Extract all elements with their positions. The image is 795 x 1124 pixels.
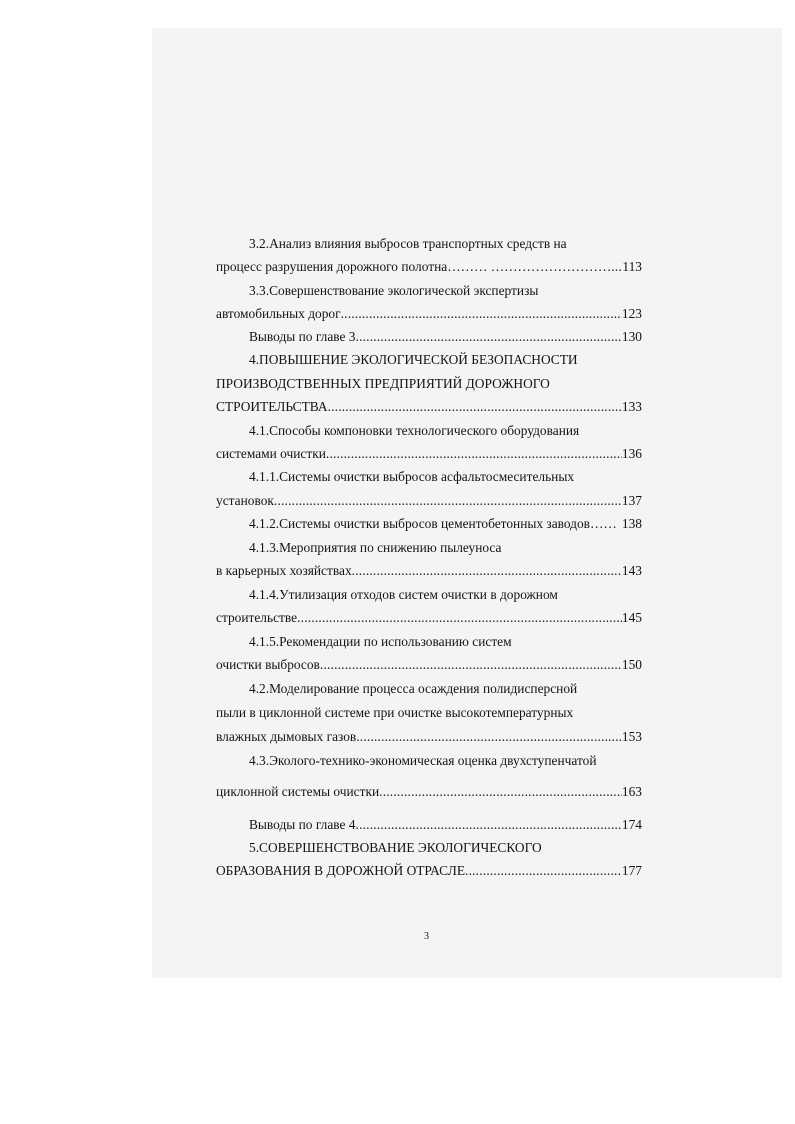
toc-entry-page: 136	[621, 446, 642, 461]
toc-entry-page: 113	[622, 259, 642, 274]
toc-entry-4-1-3-line1	[249, 540, 642, 556]
toc-entry-title-continued: СТРОИТЕЛЬСТВА	[216, 399, 328, 414]
toc-entry-4-1-1-line1	[249, 469, 642, 485]
toc-entry-4-1-5-line1	[249, 634, 642, 650]
toc-entry-conclusions-4	[249, 817, 642, 833]
toc-entry-4-2-line1	[249, 681, 642, 697]
toc-entry-4-3-line1	[249, 753, 642, 769]
toc-entry-title-continued: влажных дымовых газов	[216, 729, 357, 744]
toc-entry-3-3-line1	[249, 283, 642, 299]
toc-entry-page: 177	[621, 863, 642, 878]
toc-entry-title: 4.1.Способы компоновки технологического оборудования	[249, 423, 580, 438]
toc-entry-title-continued: циклонной системы очистки	[216, 784, 380, 799]
toc-entry-title: 4.3.Эколого-технико-экономическая оценка двухступенчатой	[249, 753, 597, 768]
toc-chapter-5-line1	[249, 840, 642, 856]
toc-entry-3-3-line2	[216, 306, 642, 322]
toc-entry-title: 3.2.Анализ влияния выбросов транспортных средств на	[249, 236, 567, 251]
toc-entry-page: 153	[621, 729, 642, 744]
toc-entry-page: 133	[621, 399, 642, 414]
toc-entry-title: 5.СОВЕРШЕНСТВОВАНИЕ ЭКОЛОГИЧЕСКОГО	[249, 840, 542, 855]
dot-leader	[326, 446, 622, 462]
toc-entry-4-1-2	[249, 516, 642, 532]
toc-entry-title: 4.1.4.Утилизация отходов систем очистки в дорожном	[249, 587, 558, 602]
toc-entry-title: 3.3.Совершенствование экологической экспертизы	[249, 283, 539, 298]
toc-chapter-4-line2	[216, 376, 642, 392]
toc-entry-title: 4.2.Моделирование процесса осаждения полидисперсной	[249, 681, 578, 696]
toc-entry-3-2-line2	[216, 259, 642, 275]
toc-entry-4-1-3-line2	[216, 563, 642, 579]
toc-entry-page: 137	[621, 493, 642, 508]
toc-entry-title: 4.1.5.Рекомендации по использованию систем	[249, 634, 512, 649]
page-number: 3	[424, 931, 429, 942]
dot-leader	[297, 610, 622, 626]
dot-leader	[328, 399, 622, 415]
toc-entry-title-continued: очистки выбросов	[216, 657, 320, 672]
toc-entry-page: 163	[621, 784, 642, 799]
dot-leader	[611, 259, 622, 275]
toc-entry-title-continued: пыли в циклонной системе при очистке высокотемпературных	[216, 705, 574, 720]
dot-leader	[341, 306, 622, 322]
toc-chapter-4-line1	[249, 352, 642, 368]
toc-chapter-4-line3	[216, 399, 642, 415]
toc-entry-title-continued: ОБРАЗОВАНИЯ В ДОРОЖНОЙ ОТРАСЛЕ	[216, 863, 466, 878]
toc-entry-4-2-line2	[216, 705, 642, 721]
toc-entry-title: 4.ПОВЫШЕНИЕ ЭКОЛОГИЧЕСКОЙ БЕЗОПАСНОСТИ	[249, 352, 578, 367]
dot-leader	[465, 863, 622, 879]
toc-entry-title: 4.1.1.Системы очистки выбросов асфальтосмесительных	[249, 469, 575, 484]
toc-entry-title: Выводы по главе 4	[249, 817, 356, 832]
toc-chapter-5-line2	[216, 863, 642, 879]
toc-entry-page: 143	[621, 563, 642, 578]
toc-entry-4-3-line2	[216, 784, 642, 800]
dot-leader	[356, 817, 622, 833]
dot-leader	[352, 563, 622, 579]
dot-leader	[356, 729, 622, 745]
toc-entry-4-1-line2	[216, 446, 642, 462]
dot-leader	[379, 784, 622, 800]
toc-entry-page: 150	[621, 657, 642, 672]
toc-entry-title-continued: ПРОИЗВОДСТВЕННЫХ ПРЕДПРИЯТИЙ ДОРОЖНОГО	[216, 376, 550, 391]
toc-entry-title-continued: строительстве	[216, 610, 298, 625]
toc-entry-4-1-4-line2	[216, 610, 642, 626]
toc-entry-page: 123	[621, 306, 642, 321]
toc-entry-title-continued: автомобильных дорог	[216, 306, 341, 321]
toc-entry-title-continued: процесс разрушения дорожного полотна……… ………………………	[216, 259, 612, 274]
toc-entry-title-continued: в карьерных хозяйствах	[216, 563, 352, 578]
toc-entry-page: 145	[621, 610, 642, 625]
toc-entry-title: Выводы по главе 3	[249, 329, 356, 344]
dot-leader	[320, 657, 622, 673]
toc-entry-4-1-5-line2	[216, 657, 642, 673]
toc-entry-title-continued: системами очистки	[216, 446, 326, 461]
toc-entry-page: 130	[621, 329, 642, 344]
toc-entry-title: 4.1.3.Мероприятия по снижению пылеуноса	[249, 540, 502, 555]
toc-entry-conclusions-3	[249, 329, 642, 345]
toc-entry-4-1-1-line2	[216, 493, 642, 509]
toc-entry-page: 174	[621, 817, 642, 832]
toc-entry-page: 138	[621, 516, 642, 531]
dot-leader	[274, 493, 622, 509]
toc-entry-4-1-4-line1	[249, 587, 642, 603]
toc-entry-title: 4.1.2.Системы очистки выбросов цементобетонных заводов……	[249, 516, 617, 531]
dot-leader	[356, 329, 622, 345]
toc-entry-4-1-line1	[249, 423, 642, 439]
toc-entry-title-continued: установок	[216, 493, 274, 508]
toc-entry-3-2-line1	[249, 236, 642, 252]
toc-entry-4-2-line3	[216, 729, 642, 745]
